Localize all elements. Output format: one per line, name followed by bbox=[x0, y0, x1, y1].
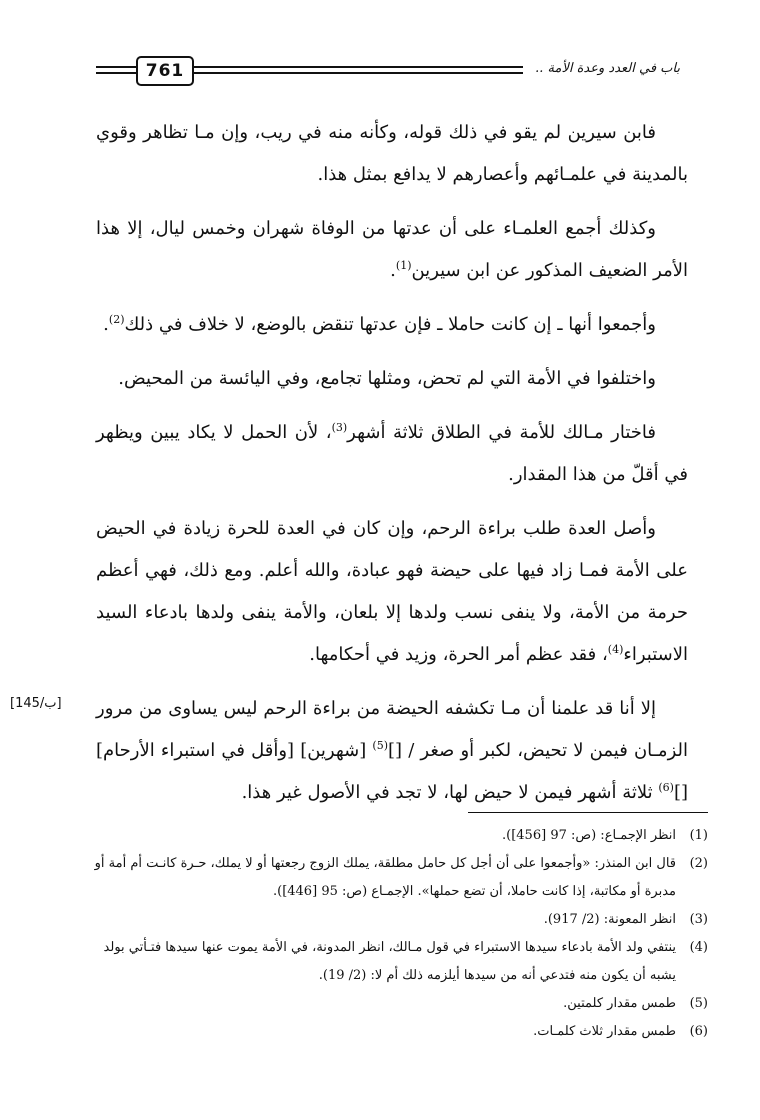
footnotes bbox=[86, 822, 708, 1046]
paragraph-5-text-a: فاختار مـالك للأمة في الطلاق ثلاثة أشهر bbox=[347, 422, 656, 443]
paragraph-1-text: فابن سيرين لم يقو في ذلك قوله، وكأنه منه في ريب، وإن مـا تظاهر وقوي بالمدينة في علمـائهم وأعصارهم لا يدافع بمثل هذا. bbox=[96, 122, 688, 185]
footnote-ref-3: (3) bbox=[331, 421, 348, 434]
manuscript-folio-marker: [145/ب] bbox=[10, 696, 62, 711]
paragraph-6 bbox=[96, 508, 688, 676]
footnote-2 bbox=[86, 850, 708, 906]
footnote-3 bbox=[86, 906, 708, 934]
paragraph-3-text: وأجمعوا أنها ـ إن كانت حاملا ـ فإن عدتها تنقض بالوضع، لا خلاف في ذلك bbox=[124, 314, 656, 335]
footnote-separator bbox=[468, 812, 708, 813]
footnote-ref-4: (4) bbox=[607, 643, 624, 656]
paragraph-5-text-b: ، لأن الحمل لا يكاد يبين ويظهر في أقلّ من هذا المقدار. bbox=[96, 422, 688, 485]
paragraph-7-text-b: [شهرين] [وأقل في استبراء الأرحام] [] bbox=[96, 740, 688, 803]
footnote-text: طمس مقدار كلمتين. bbox=[563, 996, 676, 1011]
paragraph-7-text-c: ثلاثة أشهر فيمن لا حيض لها، لا تجد في الأصول غير هذا. bbox=[241, 782, 659, 803]
footnote-6 bbox=[86, 1018, 708, 1046]
footnote-number: (1) bbox=[689, 828, 708, 843]
page-header bbox=[96, 56, 680, 90]
footnote-4 bbox=[86, 934, 708, 990]
paragraph-2: وكذلك أجمع العلمـاء على أن عدتها من الوفاة شهران وخمس ليال، إلا هذا الأمر الضعيف المذكور عن ابن سيرين$^{(1)}$. bbox=[96, 218, 688, 281]
paragraph-7-text-a: إلا أنا قد علمنا أن مـا تكشفه الحيضة من براءة الرحم ليس يساوى من مرور الزمـان فيمن لا تحيض، لكبر أو صغر / [] bbox=[96, 698, 688, 761]
footnote-text: ينتفي ولد الأمة بادعاء سيدها الاستبراء في قول مـالك، انظر المدونة، في الأمة يموت عنها سيدها فتـأتي بولد يشبه أن يكون منه فتدعي أنه من سيدها أيلزمه ذلك أم لا: (2/ 19). bbox=[103, 940, 676, 983]
footnote-text: قال ابن المنذر: «وأجمعوا على أن أجل كل حامل مطلقة، يملك الزوج رجعتها أو لا يملك، حـرة كانـت أم أمة أو مدبرة أو مكاتبة، إذا كانت حاملا، أن تضع حملها». الإجمـاع (ص: 95 [446]). bbox=[94, 856, 676, 899]
footnote-1 bbox=[86, 822, 708, 850]
footnote-text: انظر المعونة: (2/ 917). bbox=[543, 912, 676, 927]
footnote-ref-1: (1) bbox=[395, 259, 412, 272]
footnote-number: (4) bbox=[689, 940, 708, 955]
main-text bbox=[96, 112, 688, 826]
footnote-number: (6) bbox=[689, 1024, 708, 1039]
footnote-number: (3) bbox=[689, 912, 708, 927]
footnote-number: (2) bbox=[689, 856, 708, 871]
page-number: 761 bbox=[136, 56, 194, 86]
paragraph-5 bbox=[96, 412, 688, 496]
footnote-number: (5) bbox=[689, 996, 708, 1011]
paragraph-6-text-a: وأصل العدة طلب براءة الرحم، وإن كان في العدة للحرة زيادة في الحيض على الأمة فمـا زاد فيها على حيضة فهو عبادة، والله أعلم. ومع ذلك، فهي أعظم حرمة من الأمة، ولا ينفى نسب ولدها إلا بلعان، والأمة ينفى ولدها بادعاء السيد الاستبراء bbox=[96, 518, 688, 665]
footnote-text: طمس مقدار ثلاث كلمـات. bbox=[533, 1024, 676, 1039]
paragraph-4-text: واختلفوا في الأمة التي لم تحض، ومثلها تجامع، وفي اليائسة من المحيض. bbox=[118, 368, 656, 389]
paragraph-3: وأجمعوا أنها ـ إن كانت حاملا ـ فإن عدتها تنقض بالوضع، لا خلاف في ذلك$^{(2)}$. bbox=[103, 313, 656, 335]
paragraph-1 bbox=[96, 112, 688, 196]
running-title: باب في العدد وعدة الأمة .. bbox=[523, 56, 680, 82]
footnote-text: انظر الإجمـاع: (ص: 97 [456]). bbox=[502, 828, 676, 843]
paragraph-7 bbox=[96, 688, 688, 814]
footnote-5 bbox=[86, 990, 708, 1018]
footnote-ref-5: (5) bbox=[372, 739, 389, 752]
footnote-ref-2: (2) bbox=[108, 313, 125, 326]
footnote-ref-6: (6) bbox=[658, 781, 674, 794]
paragraph-6-text-b: ، فقد عظم أمر الحرة، وزيد في أحكامها. bbox=[309, 644, 608, 665]
paragraph-4 bbox=[96, 358, 688, 400]
paragraph-2-text: وكذلك أجمع العلمـاء على أن عدتها من الوفاة شهران وخمس ليال، إلا هذا الأمر الضعيف المذكور عن ابن سيرين bbox=[96, 218, 688, 281]
